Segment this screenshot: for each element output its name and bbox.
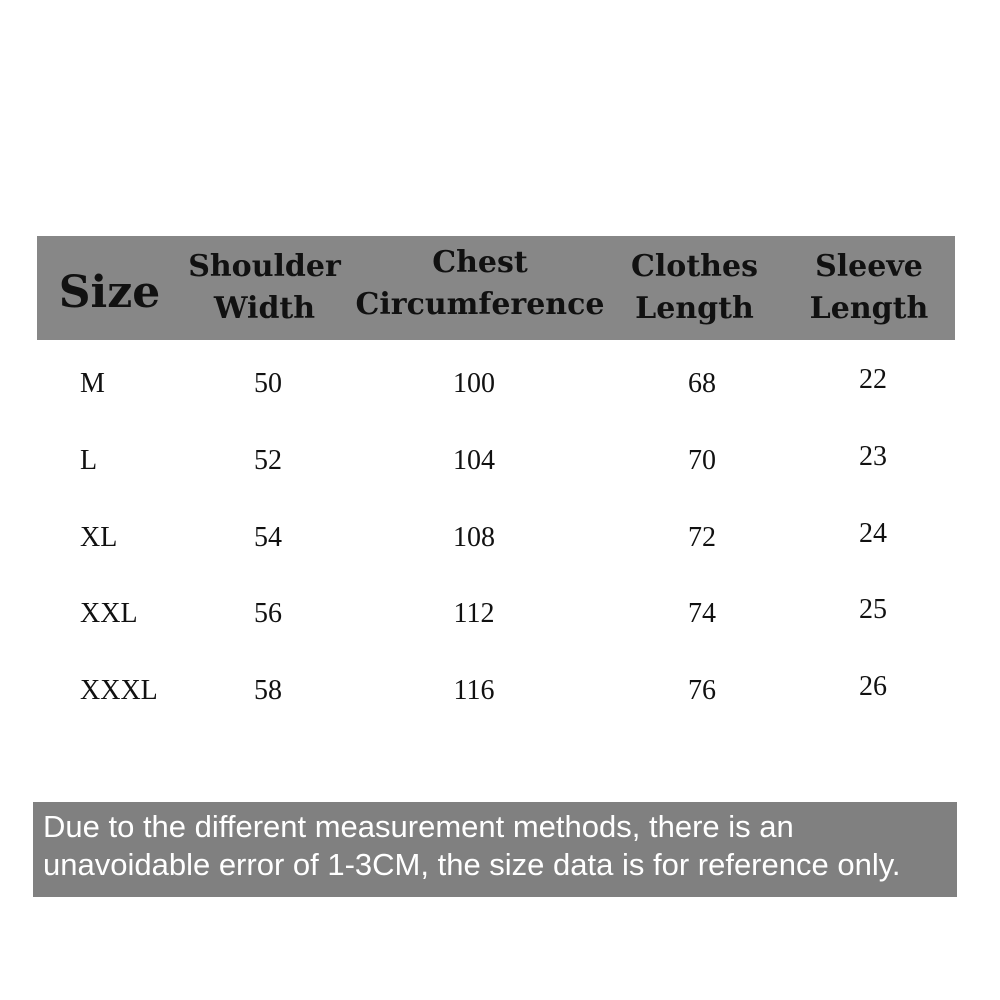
cell-shoulder: 52 [254, 445, 282, 476]
cell-shoulder: 58 [254, 675, 282, 706]
cell-size: XXL [80, 598, 138, 629]
header-chest-line2: Circumference [355, 287, 605, 322]
header-chest-line1: Chest [432, 245, 528, 280]
cell-chest: 116 [453, 675, 495, 706]
cell-shoulder: 50 [254, 368, 282, 399]
table-row [0, 671, 1000, 711]
header-chest-circumference [355, 242, 605, 326]
disclaimer-text [43, 808, 953, 884]
cell-shoulder: 56 [254, 598, 282, 629]
header-size-label: Size [58, 267, 161, 318]
cell-size: M [80, 368, 105, 399]
cell-shoulder: 54 [254, 522, 282, 553]
cell-chest: 112 [453, 598, 495, 629]
header-sleeve-line1: Sleeve [815, 249, 923, 284]
cell-clothes-length: 70 [688, 445, 716, 476]
cell-size: L [80, 445, 98, 476]
cell-sleeve-length: 24 [859, 518, 887, 549]
header-clothes-line1: Clothes [631, 249, 758, 284]
table-row [0, 518, 1000, 558]
table-row [0, 364, 1000, 404]
cell-sleeve-length: 22 [859, 364, 887, 395]
cell-sleeve-length: 25 [859, 594, 887, 625]
cell-sleeve-length: 26 [859, 671, 887, 702]
header-sleeve-line2: Length [809, 291, 929, 326]
table-row [0, 594, 1000, 634]
header-shoulder-line1: Shoulder [188, 249, 341, 284]
cell-sleeve-length: 23 [859, 441, 887, 472]
cell-chest: 108 [453, 522, 495, 553]
disclaimer-line: unavoidable error of 1-3CM, the size data is for reference only. [43, 847, 901, 882]
cell-clothes-length: 72 [688, 522, 716, 553]
header-clothes-line2: Length [635, 291, 754, 326]
header-clothes-length [622, 246, 767, 330]
cell-clothes-length: 68 [688, 368, 716, 399]
header-shoulder-width [177, 246, 352, 330]
cell-size: XXXL [80, 675, 158, 706]
header-sleeve-length [789, 246, 949, 330]
cell-clothes-length: 74 [688, 598, 716, 629]
table-header [37, 236, 955, 340]
disclaimer-banner [33, 802, 957, 897]
cell-clothes-length: 76 [688, 675, 716, 706]
cell-chest: 100 [453, 368, 495, 399]
table-row [0, 441, 1000, 481]
header-size [47, 268, 172, 318]
disclaimer-line: Due to the different measurement methods, there is an [43, 809, 794, 844]
cell-size: XL [80, 522, 118, 553]
header-shoulder-line2: Width [213, 291, 316, 326]
cell-chest: 104 [453, 445, 495, 476]
